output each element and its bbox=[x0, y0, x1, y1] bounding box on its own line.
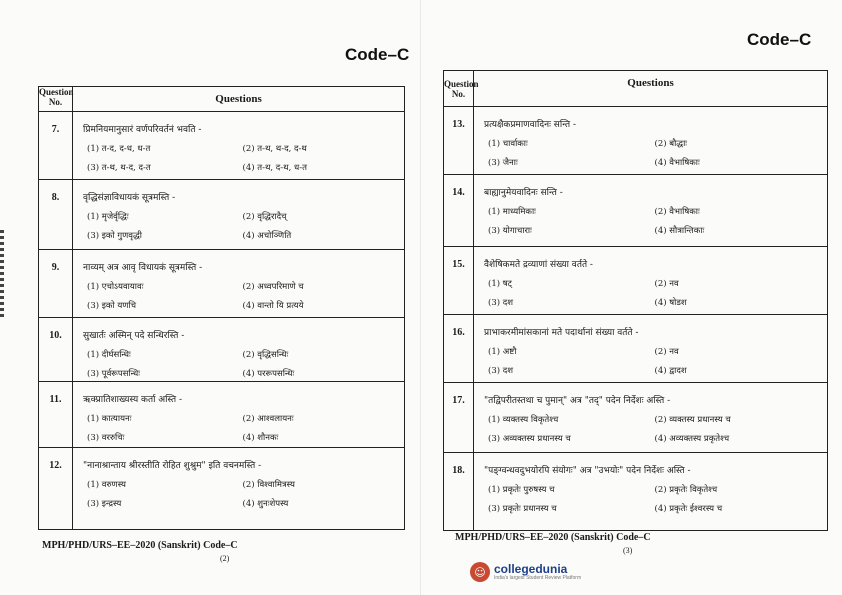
question-row bbox=[444, 247, 828, 315]
option-4: (4) सौत्रान्तिकाः bbox=[654, 226, 705, 236]
watermark-tagline: India's largest Student Review Platform bbox=[494, 575, 582, 581]
option-2: (2) विश्वामित्रस्य bbox=[242, 480, 295, 490]
option-1: (1) त-द, द-ध, ध-त bbox=[87, 144, 151, 154]
option-3: (3) वररुचिः bbox=[87, 433, 125, 443]
question-number: 18. bbox=[444, 453, 474, 531]
option-2: (2) बौद्धाः bbox=[654, 139, 688, 149]
right-page bbox=[421, 0, 842, 595]
option-4: (4) वैभाषिकाः bbox=[654, 158, 700, 168]
question-stem: वैशेषिकमते द्रव्याणां संख्या वर्तते - bbox=[484, 260, 593, 270]
option-1: (1) कात्यायनः bbox=[87, 414, 132, 424]
question-number: 7. bbox=[39, 112, 73, 180]
option-3: (3) जैनाः bbox=[488, 158, 518, 168]
left-footer: MPH/PHD/URS–EE–2020 (Sanskrit) Code–C bbox=[42, 540, 238, 551]
right-page-number: (3) bbox=[623, 546, 633, 555]
question-number: 16. bbox=[444, 315, 474, 383]
option-4: (4) त-थ, द-थ, ध-त bbox=[242, 163, 307, 173]
left-question-table bbox=[38, 86, 405, 530]
option-3: (3) प्रकृतेः प्रधानस्य च bbox=[488, 504, 557, 514]
option-4: (4) पररूपसन्धिः bbox=[242, 369, 295, 379]
option-1: (1) व्यक्तस्य विकृतेश्च bbox=[488, 415, 559, 425]
option-2: (2) त-थ, थ-द, द-थ bbox=[242, 144, 307, 154]
option-2: (2) वृद्धिसन्धिः bbox=[242, 350, 289, 360]
question-number: 8. bbox=[39, 180, 73, 250]
option-3: (3) अव्यक्तस्य प्रधानस्य च bbox=[488, 434, 571, 444]
option-3: (3) त-थ, थ-द, द-त bbox=[87, 163, 151, 173]
question-row bbox=[444, 175, 828, 247]
left-page bbox=[0, 0, 420, 595]
option-1: (1) एचोऽयवायावः bbox=[87, 282, 144, 292]
question-number: 12. bbox=[39, 448, 73, 530]
option-4: (4) शुनःशेपस्य bbox=[242, 499, 289, 509]
option-4: (4) वान्तो यि प्रत्यये bbox=[242, 301, 304, 311]
option-3: (3) दश bbox=[488, 366, 514, 376]
collegedunia-watermark bbox=[470, 562, 581, 582]
option-1: (1) षट् bbox=[488, 279, 512, 289]
option-4: (4) प्रकृतेः ईश्वरस्य च bbox=[654, 504, 723, 514]
questions-header: Questions bbox=[474, 71, 828, 107]
option-4: (4) शौनकः bbox=[242, 433, 279, 443]
question-stem: बाह्यानुमेयवादिनः सन्ति - bbox=[484, 188, 563, 198]
option-1: (1) मृजेर्वृद्धिः bbox=[87, 212, 129, 222]
question-number: 14. bbox=[444, 175, 474, 247]
question-row bbox=[444, 315, 828, 383]
option-2: (2) अध्वपरिमाणे च bbox=[242, 282, 304, 292]
question-number: 15. bbox=[444, 247, 474, 315]
question-stem: "पङ्ग्वन्धवदुभयोरपि संयोगः" अत्र "उभयोः" पदेन निर्देशः अस्ति - bbox=[484, 466, 691, 476]
option-4: (4) षोडश bbox=[654, 298, 687, 308]
option-1: (1) चार्वाकाः bbox=[488, 139, 528, 149]
watermark-name: collegedunia bbox=[494, 562, 568, 576]
binding-edge bbox=[0, 230, 4, 320]
question-stem: नाव्यम् अत्र आवृ विधायकं सूत्रमस्ति - bbox=[83, 263, 203, 273]
option-3: (3) दश bbox=[488, 298, 514, 308]
question-number: 11. bbox=[39, 382, 73, 448]
question-number: 17. bbox=[444, 383, 474, 453]
question-row bbox=[39, 250, 405, 318]
option-3: (3) योगाचाराः bbox=[488, 226, 532, 236]
option-1: (1) दीर्घसन्धिः bbox=[87, 350, 131, 360]
left-code-title: Code–C bbox=[345, 45, 410, 64]
option-2: (2) नव bbox=[654, 279, 679, 289]
option-3: (3) पूर्वरूपसन्धिः bbox=[87, 369, 140, 379]
question-stem: प्राभाकरमीमांसकानां मते पदार्थानां संख्या वर्तते - bbox=[484, 328, 639, 338]
question-stem: प्रत्यक्षैकप्रमाणवादिनः सन्ति - bbox=[484, 120, 576, 130]
question-row bbox=[39, 382, 405, 448]
option-3: (3) इको गुणवृद्धी bbox=[87, 231, 142, 241]
question-no-header: Question No. bbox=[444, 71, 474, 107]
question-number: 10. bbox=[39, 318, 73, 382]
option-2: (2) प्रकृतेः विकृतेश्च bbox=[654, 485, 718, 495]
option-2: (2) आश्वलायनः bbox=[242, 414, 294, 424]
right-footer: MPH/PHD/URS–EE–2020 (Sanskrit) Code–C bbox=[455, 532, 651, 543]
option-2: (2) वृद्धिरादैच् bbox=[242, 212, 287, 222]
question-row bbox=[39, 112, 405, 180]
question-row bbox=[39, 448, 405, 530]
question-row bbox=[39, 318, 405, 382]
question-row bbox=[444, 107, 828, 175]
left-page-number: (2) bbox=[220, 554, 230, 563]
option-2: (2) व्यक्तस्य प्रधानस्य च bbox=[654, 415, 731, 425]
option-3: (3) इन्द्रस्य bbox=[87, 499, 122, 509]
option-4: (4) अचोञ्णिति bbox=[242, 231, 292, 241]
option-3: (3) इको यणचि bbox=[87, 301, 137, 311]
question-row bbox=[39, 180, 405, 250]
option-1: (1) अष्टौ bbox=[488, 347, 517, 357]
question-no-header: Question No. bbox=[39, 87, 73, 112]
option-1: (1) प्रकृतेः पुरुषस्य च bbox=[488, 485, 555, 495]
question-number: 9. bbox=[39, 250, 73, 318]
question-stem: "तद्विपरीतस्तथा च पुमान्" अत्र "तद्" पदेन निर्देशः अस्ति - bbox=[484, 396, 671, 406]
question-row bbox=[444, 383, 828, 453]
question-stem: ऋक्प्रातिशाख्यस्य कर्ता अस्ति - bbox=[83, 395, 183, 405]
option-4: (4) द्वादश bbox=[654, 366, 687, 376]
question-stem: सुखार्तः अस्मिन् पदे सन्धिरस्ति - bbox=[83, 331, 185, 341]
question-row bbox=[444, 453, 828, 531]
option-4: (4) अव्यक्तस्य प्रकृतेश्च bbox=[654, 434, 730, 444]
top-right-code-title: Code–C bbox=[747, 30, 812, 49]
right-question-table bbox=[443, 70, 828, 531]
student-face-icon: ☺ bbox=[470, 562, 490, 582]
option-1: (1) माध्यमिकाः bbox=[488, 207, 536, 217]
question-number: 13. bbox=[444, 107, 474, 175]
questions-header: Questions bbox=[73, 87, 405, 112]
question-stem: "नानाश्रान्ताय श्रीरस्तीति रोहित शुश्रुम" इति वचनमस्ति - bbox=[83, 461, 262, 471]
question-stem: वृद्धिसंज्ञाविधायकं सूत्रमस्ति - bbox=[83, 193, 176, 203]
question-stem: प्रिमनियमानुसारं वर्णपरिवर्तनं भवति - bbox=[83, 125, 202, 135]
option-2: (2) नव bbox=[654, 347, 679, 357]
option-1: (1) वरुणस्य bbox=[87, 480, 126, 490]
option-2: (2) वैभाषिकाः bbox=[654, 207, 700, 217]
